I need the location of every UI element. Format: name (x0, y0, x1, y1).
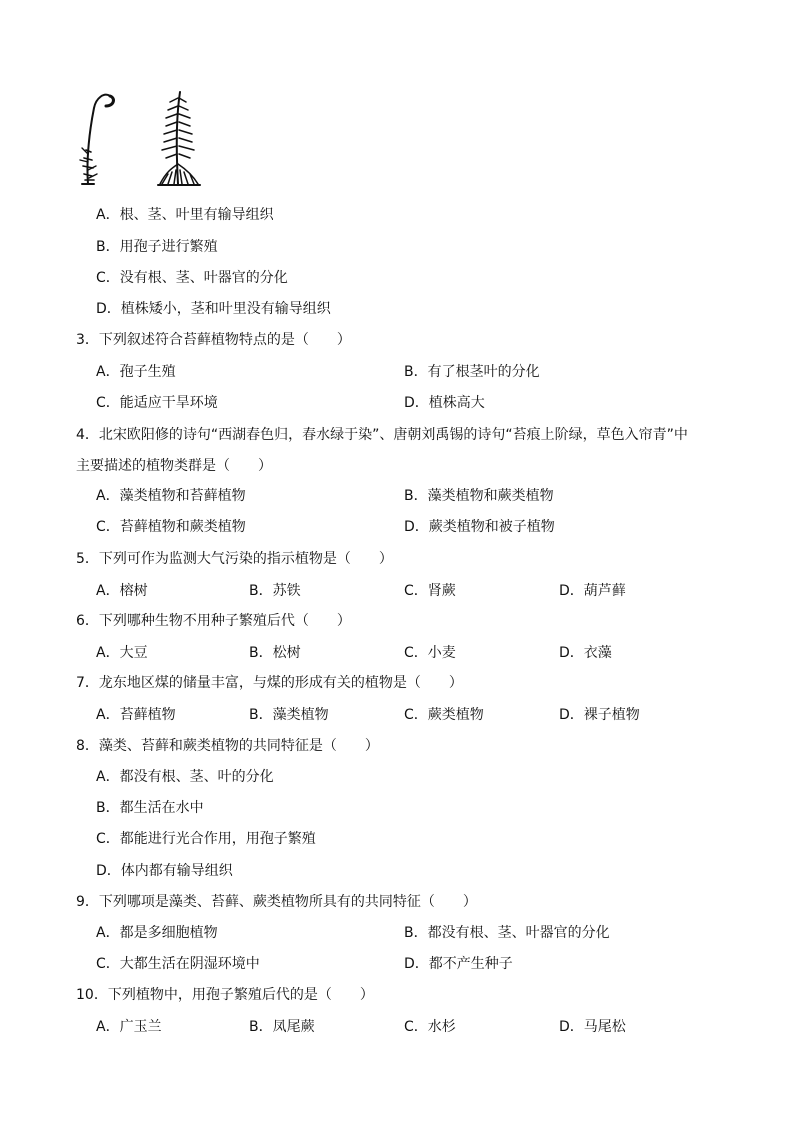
q10-stem: 10．下列植物中，用孢子繁殖后代的是（ ） (76, 987, 374, 1003)
q3-option-a: A．孢子生殖 (96, 364, 176, 380)
q2-option-a: A．根、茎、叶里有输导组织 (96, 207, 274, 223)
q6-stem: 6．下列哪种生物不用种子繁殖后代（ ） (76, 613, 351, 629)
q5-option-a: A．榕树 (96, 583, 148, 599)
q2-option-c: C．没有根、茎、叶器官的分化 (96, 270, 288, 286)
q3-option-b: B．有了根茎叶的分化 (404, 364, 540, 380)
q4-stem-line2: 主要描述的植物类群是（ ） (76, 458, 272, 474)
q6-option-c: C．小麦 (404, 645, 456, 661)
q8-option-a: A．都没有根、茎、叶的分化 (96, 769, 274, 785)
q5-option-b: B．苏铁 (249, 583, 301, 599)
q4-stem-line1: 4．北宋欧阳修的诗句“西湖春色归，春水绿于染”、唐朝刘禹锡的诗句“苔痕上阶绿，草色入帘青”中 (76, 427, 688, 443)
q8-stem: 8．藻类、苔藓和蕨类植物的共同特征是（ ） (76, 738, 379, 754)
q7-option-c: C．蕨类植物 (404, 707, 484, 723)
q5-stem: 5．下列可作为监测大气污染的指示植物是（ ） (76, 551, 393, 567)
q9-option-c: C．大都生活在阴湿环境中 (96, 956, 260, 972)
q6-option-a: A．大豆 (96, 645, 148, 661)
q4-option-a: A．藻类植物和苔藓植物 (96, 488, 246, 504)
moss-plant-illustration (76, 88, 216, 192)
q4-option-c: C．苔藓植物和蕨类植物 (96, 519, 246, 535)
q2-option-d: D．植株矮小，茎和叶里没有输导组织 (96, 301, 331, 317)
q9-option-b: B．都没有根、茎、叶器官的分化 (404, 925, 610, 941)
q9-option-a: A．都是多细胞植物 (96, 925, 218, 941)
q4-option-b: B．藻类植物和蕨类植物 (404, 488, 554, 504)
q6-option-b: B．松树 (249, 645, 301, 661)
q10-option-b: B．凤尾蕨 (249, 1019, 315, 1035)
q6-option-d: D．衣藻 (559, 645, 612, 661)
q8-option-d: D．体内都有输导组织 (96, 863, 233, 879)
q7-option-b: B．藻类植物 (249, 707, 329, 723)
q7-option-a: A．苔藓植物 (96, 707, 176, 723)
q8-option-c: C．都能进行光合作用，用孢子繁殖 (96, 831, 316, 847)
q7-stem: 7．龙东地区煤的储量丰富，与煤的形成有关的植物是（ ） (76, 675, 463, 691)
q3-option-c: C．能适应干旱环境 (96, 395, 218, 411)
q10-option-c: C．水杉 (404, 1019, 456, 1035)
q9-stem: 9．下列哪项是藻类、苔藓、蕨类植物所具有的共同特征（ ） (76, 894, 477, 910)
q2-option-b: B．用孢子进行繁殖 (96, 239, 218, 255)
q10-option-a: A．广玉兰 (96, 1019, 162, 1035)
q8-option-b: B．都生活在水中 (96, 800, 204, 816)
q10-option-d: D．马尾松 (559, 1019, 626, 1035)
q3-stem: 3．下列叙述符合苔藓植物特点的是（ ） (76, 332, 351, 348)
q9-option-d: D．都不产生种子 (404, 956, 513, 972)
q4-option-d: D．蕨类植物和被子植物 (404, 519, 555, 535)
q3-option-d: D．植株高大 (404, 395, 485, 411)
q7-option-d: D．裸子植物 (559, 707, 640, 723)
q5-option-c: C．肾蕨 (404, 583, 456, 599)
q5-option-d: D．葫芦藓 (559, 583, 626, 599)
